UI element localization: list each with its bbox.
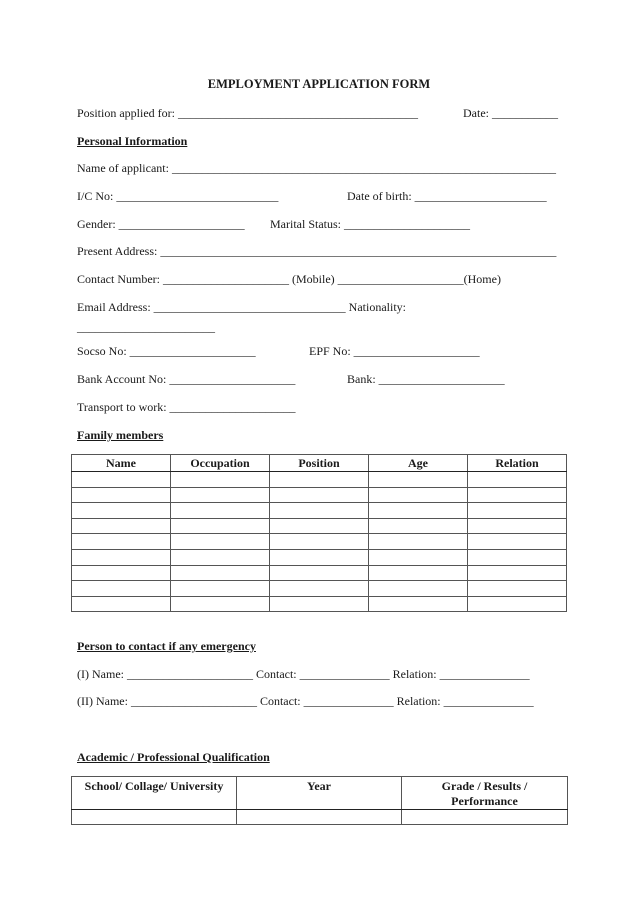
table-cell[interactable] <box>369 472 468 488</box>
table-cell[interactable] <box>369 565 468 581</box>
table-cell[interactable] <box>171 503 270 519</box>
table-cell[interactable] <box>171 596 270 612</box>
column-header-name: Name <box>72 455 171 472</box>
table-cell[interactable] <box>369 487 468 503</box>
column-header-position: Position <box>270 455 369 472</box>
emergency-contact-heading: Person to contact if any emergency <box>77 639 256 653</box>
table-cell[interactable] <box>270 472 369 488</box>
academic-qualification-heading: Academic / Professional Qualification <box>77 750 270 764</box>
table-cell[interactable] <box>468 565 567 581</box>
table-cell[interactable] <box>369 549 468 565</box>
column-header-occupation: Occupation <box>171 455 270 472</box>
table-row <box>72 534 567 550</box>
table-cell[interactable] <box>270 518 369 534</box>
table-cell[interactable] <box>270 549 369 565</box>
table-cell[interactable] <box>72 581 171 597</box>
table-cell[interactable] <box>72 518 171 534</box>
bank-name-field[interactable]: Bank: _____________________ <box>347 372 505 386</box>
table-cell[interactable] <box>270 503 369 519</box>
table-cell[interactable] <box>468 549 567 565</box>
marital-status-field[interactable]: Marital Status: _____________________ <box>270 217 470 231</box>
date-field[interactable]: Date: ___________ <box>463 106 558 120</box>
table-cell[interactable] <box>72 534 171 550</box>
table-row <box>72 472 567 488</box>
table-cell[interactable] <box>402 810 568 825</box>
column-header-relation: Relation <box>468 455 567 472</box>
present-address-field[interactable]: Present Address: __________________________________________________________________ <box>77 244 557 258</box>
table-row <box>72 596 567 612</box>
date-of-birth-field[interactable]: Date of birth: ______________________ <box>347 189 547 203</box>
table-cell[interactable] <box>369 534 468 550</box>
table-cell[interactable] <box>270 534 369 550</box>
table-cell[interactable] <box>369 581 468 597</box>
table-cell[interactable] <box>171 472 270 488</box>
family-members-table <box>71 454 567 612</box>
table-row <box>72 503 567 519</box>
table-cell[interactable] <box>468 581 567 597</box>
table-cell[interactable] <box>171 487 270 503</box>
table-row <box>72 565 567 581</box>
table-cell[interactable] <box>171 549 270 565</box>
table-cell[interactable] <box>171 518 270 534</box>
table-cell[interactable] <box>72 503 171 519</box>
academic-qualification-table <box>71 776 568 825</box>
table-cell[interactable] <box>468 518 567 534</box>
emergency-contact-2-field[interactable]: (II) Name: _____________________ Contact: _______________ Relation: _______________ <box>77 694 534 708</box>
bank-account-field[interactable]: Bank Account No: _____________________ <box>77 372 296 386</box>
epf-number-field[interactable]: EPF No: _____________________ <box>309 344 480 358</box>
emergency-contact-1-field[interactable]: (I) Name: _____________________ Contact: _______________ Relation: _______________ <box>77 667 530 681</box>
table-row <box>72 581 567 597</box>
table-cell[interactable] <box>270 596 369 612</box>
table-cell[interactable] <box>237 810 402 825</box>
table-cell[interactable] <box>171 581 270 597</box>
table-cell[interactable] <box>369 503 468 519</box>
ic-number-field[interactable]: I/C No: ___________________________ <box>77 189 279 203</box>
table-cell[interactable] <box>171 534 270 550</box>
table-cell[interactable] <box>72 565 171 581</box>
personal-information-heading: Personal Information <box>77 134 188 148</box>
table-cell[interactable] <box>72 472 171 488</box>
table-cell[interactable] <box>72 596 171 612</box>
column-header-school: School/ Collage/ University <box>72 777 237 810</box>
table-cell[interactable] <box>270 581 369 597</box>
table-header-row <box>72 455 567 472</box>
column-header-age: Age <box>369 455 468 472</box>
column-header-grade: Grade / Results / Performance <box>402 777 568 810</box>
table-cell[interactable] <box>270 487 369 503</box>
email-address-field[interactable]: Email Address: ________________________________ Nationality: <box>77 300 406 314</box>
table-cell[interactable] <box>468 596 567 612</box>
table-cell[interactable] <box>72 549 171 565</box>
table-cell[interactable] <box>369 518 468 534</box>
table-cell[interactable] <box>468 503 567 519</box>
family-members-heading: Family members <box>77 428 164 442</box>
table-header-row <box>72 777 568 810</box>
form-title: EMPLOYMENT APPLICATION FORM <box>207 77 431 91</box>
table-cell[interactable] <box>270 565 369 581</box>
transport-field[interactable]: Transport to work: _____________________ <box>77 400 296 414</box>
table-cell[interactable] <box>468 487 567 503</box>
table-row <box>72 518 567 534</box>
table-cell[interactable] <box>72 487 171 503</box>
table-cell[interactable] <box>468 534 567 550</box>
socso-number-field[interactable]: Socso No: _____________________ <box>77 344 256 358</box>
table-cell[interactable] <box>171 565 270 581</box>
table-cell[interactable] <box>468 472 567 488</box>
position-applied-field[interactable]: Position applied for: ________________________________________ <box>77 106 418 120</box>
contact-number-field[interactable]: Contact Number: _____________________ (Mobile) _____________________(Home) <box>77 272 501 286</box>
table-cell[interactable] <box>72 810 237 825</box>
applicant-name-field[interactable]: Name of applicant: ________________________________________________________________ <box>77 161 556 175</box>
table-row <box>72 810 568 825</box>
column-header-year: Year <box>237 777 402 810</box>
nationality-field[interactable]: _______________________ <box>77 320 215 334</box>
table-row <box>72 549 567 565</box>
gender-field[interactable]: Gender: _____________________ <box>77 217 245 231</box>
table-cell[interactable] <box>369 596 468 612</box>
table-row <box>72 487 567 503</box>
